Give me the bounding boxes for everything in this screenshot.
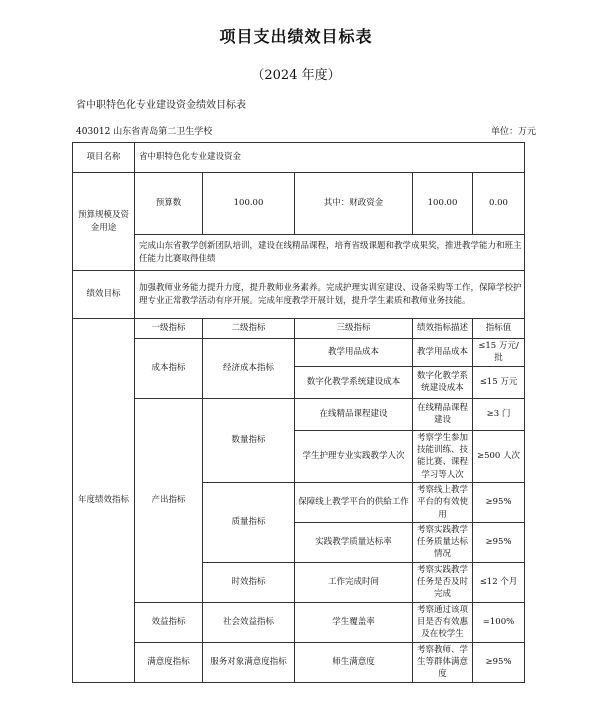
quality-value: ≥95% xyxy=(473,522,525,562)
header-level1: 一级指标 xyxy=(135,319,203,339)
table-row xyxy=(73,642,525,682)
table-subtitle: 省中职特色化专业建设资金绩效目标表 xyxy=(76,100,246,111)
quality-description: 考察实践教学任务质量达标情况 xyxy=(413,522,473,562)
cost-level1: 成本指标 xyxy=(135,339,203,399)
other-funds-value: 0.00 xyxy=(473,173,525,235)
quantity-level3: 学生护理专业实践教学人次 xyxy=(295,430,413,482)
timeliness-level3: 工作完成时间 xyxy=(295,562,413,602)
satisfaction-level1: 满意度指标 xyxy=(135,642,203,682)
quantity-value: ≥500 人次 xyxy=(473,430,525,482)
benefit-description: 考察通过该项目是否有效惠及在校学生 xyxy=(413,602,473,642)
quantity-level3: 在线精品课程建设 xyxy=(295,398,413,430)
benefit-level3: 学生覆盖率 xyxy=(295,602,413,642)
quality-description: 考察线上教学平台的有效使用 xyxy=(413,482,473,522)
goal-row xyxy=(73,271,525,319)
budget-usage: 完成山东省教学创新团队培训，建设在线精品课程，培育省级课题和教学成果奖，推进教学能力和班主任能力比赛取得佳绩 xyxy=(135,235,525,271)
cost-level3: 数字化教学系统建设成本 xyxy=(295,366,413,398)
goal-text: 加强教师业务能力提升力度，提升教师业务素养。完成护理实训室建设、设备采购等工作，保障学校护理专业正常教学活动有序开展。完成年度教学开展计划，提升学生素质和教师业务技能。 xyxy=(135,271,525,319)
satisfaction-level2: 服务对象满意度指标 xyxy=(203,642,295,682)
project-name: 省中职特色化专业建设资金 xyxy=(135,143,525,173)
budget-value: 100.00 xyxy=(203,173,295,235)
benefit-level1: 效益指标 xyxy=(135,602,203,642)
header-level2: 二级指标 xyxy=(203,319,295,339)
cost-description: 数字化教学系统建设成本 xyxy=(413,366,473,398)
cost-level2: 经济成本指标 xyxy=(203,339,295,399)
indicator-section-label: 年度绩效指标 xyxy=(73,319,135,683)
fiscal-value: 100.00 xyxy=(413,173,473,235)
table-row xyxy=(73,339,525,367)
satisfaction-description: 考察教师、学生等群体满意度 xyxy=(413,642,473,682)
indicator-header-row xyxy=(73,319,525,339)
budget-usage-row xyxy=(73,235,525,271)
cost-level3: 教学用品成本 xyxy=(295,339,413,367)
quality-value: ≥95% xyxy=(473,482,525,522)
quantity-value: ≥3 门 xyxy=(473,398,525,430)
currency-unit: 单位：万元 xyxy=(490,127,536,137)
output-level1: 产出指标 xyxy=(135,398,203,602)
header-level3: 三级指标 xyxy=(295,319,413,339)
report-year: （2024 年度） xyxy=(251,68,341,83)
budget-row xyxy=(73,173,525,235)
table-row xyxy=(73,398,525,430)
benefit-level2: 社会效益指标 xyxy=(203,602,295,642)
quality-level3: 保障线上教学平台的供給工作 xyxy=(295,482,413,522)
project-row xyxy=(73,143,525,173)
timeliness-level2: 时效指标 xyxy=(203,562,295,602)
budget-section-label: 预算规模及资金用途 xyxy=(73,173,135,271)
cost-value: ≤15 万元/批 xyxy=(473,339,525,367)
benefit-value: =100% xyxy=(473,602,525,642)
header-description: 绩效指标描述 xyxy=(413,319,473,339)
header-value: 指标值 xyxy=(473,319,525,339)
quality-level3: 实践教学质量达标率 xyxy=(295,522,413,562)
fiscal-label: 其中：财政资金 xyxy=(295,173,413,235)
quantity-description: 在线精品课程建设 xyxy=(413,398,473,430)
cost-description: 教学用品成本 xyxy=(413,339,473,367)
timeliness-value: ≤12 个月 xyxy=(473,562,525,602)
performance-table xyxy=(72,142,525,683)
goal-label: 绩效目标 xyxy=(73,271,135,319)
table-row xyxy=(73,602,525,642)
quality-level2: 质量指标 xyxy=(203,482,295,562)
cost-value: ≤15 万元 xyxy=(473,366,525,398)
satisfaction-level3: 师生满意度 xyxy=(295,642,413,682)
budget-label: 预算数 xyxy=(135,173,203,235)
project-label: 项目名称 xyxy=(73,143,135,173)
page-title: 项目支出绩效目标表 xyxy=(219,27,373,46)
quantity-description: 考察学生参加技能训练、技能比赛、课程学习等人次 xyxy=(413,430,473,482)
quantity-level2: 数量指标 xyxy=(203,398,295,482)
organization-code: 403012 山东省青岛第二卫生学校 xyxy=(76,127,213,137)
timeliness-description: 考察实践教学任务是否及时完成 xyxy=(413,562,473,602)
satisfaction-value: ≥95% xyxy=(473,642,525,682)
